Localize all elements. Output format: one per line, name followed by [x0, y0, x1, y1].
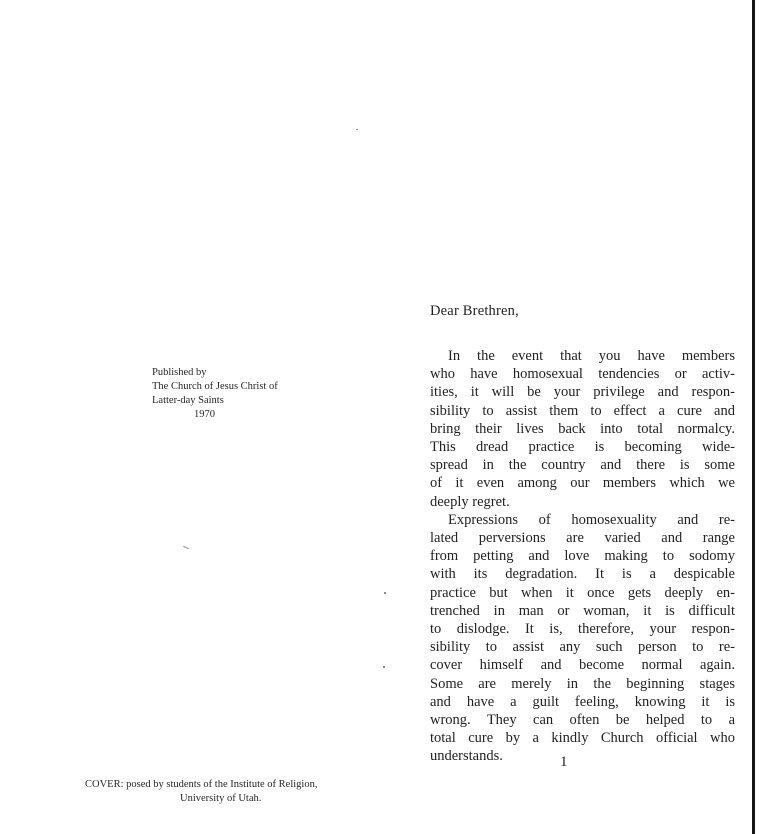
paragraph-line: ities, it will be your privilege and respon- — [430, 384, 735, 401]
colophon-year: 1970 — [194, 409, 215, 420]
publisher-colophon — [152, 366, 342, 422]
paragraph-line: Expressions of homosexuality and re- — [448, 511, 735, 528]
cover-credit-note — [85, 778, 375, 806]
paper-speck — [183, 546, 189, 549]
paragraph-line: who have homosexual tendencies or activ- — [430, 366, 735, 383]
paragraph-line: from petting and love making to sodomy — [430, 548, 735, 565]
letter-paragraph-1 — [430, 347, 735, 511]
paragraph-line: understands. — [430, 748, 503, 765]
paragraph-line: of it even among our members which we — [430, 475, 735, 492]
paragraph-line: sibility to assist any such person to re- — [430, 639, 735, 656]
letter-paragraph-2 — [430, 511, 735, 766]
paragraph-line: sibility to assist them to effect a cure and — [430, 402, 735, 419]
letter-body — [430, 302, 735, 766]
paragraph-line: lated perversions are varied and range — [430, 530, 735, 547]
colophon-line-saints: Latter-day Saints — [152, 395, 224, 406]
paragraph-line: with its degradation. It is a despicable — [430, 566, 735, 583]
paragraph-line: total cure by a kindly Church official who — [430, 730, 735, 747]
paragraph-line: cover himself and become normal again. — [430, 657, 735, 674]
page-number: 1 — [560, 754, 568, 770]
paragraph-line: practice but when it once gets deeply en- — [430, 584, 735, 601]
paper-speck — [356, 129, 358, 130]
colophon-line-published-by: Published by — [152, 367, 207, 378]
page-edge-divider — [752, 0, 755, 834]
paragraph-line: Some are merely in the beginning stages — [430, 675, 735, 692]
paragraph-line: deeply regret. — [430, 493, 510, 510]
paper-speck — [384, 592, 386, 594]
paragraph-line: trenched in man or woman, it is difficult — [430, 602, 735, 619]
cover-note-line-1: COVER: posed by students of the Institute of Religion, — [85, 779, 318, 790]
paragraph-line: to dislodge. It is, therefore, your respon- — [430, 621, 735, 638]
paragraph-line: spread in the country and there is some — [430, 457, 735, 474]
paragraph-line: and have a guilt feeling, knowing it is — [430, 693, 735, 710]
letter-salutation: Dear Brethren, — [430, 303, 519, 319]
paper-speck — [383, 666, 385, 668]
paragraph-line: wrong. They can often be helped to a — [430, 712, 735, 729]
paragraph-line: This dread practice is becoming wide- — [430, 439, 735, 456]
paragraph-line: bring their lives back into total normalcy. — [430, 420, 735, 437]
cover-note-line-2: University of Utah. — [180, 793, 262, 804]
paragraph-line: In the event that you have members — [448, 348, 735, 364]
colophon-line-church-name: The Church of Jesus Christ of — [152, 381, 278, 392]
